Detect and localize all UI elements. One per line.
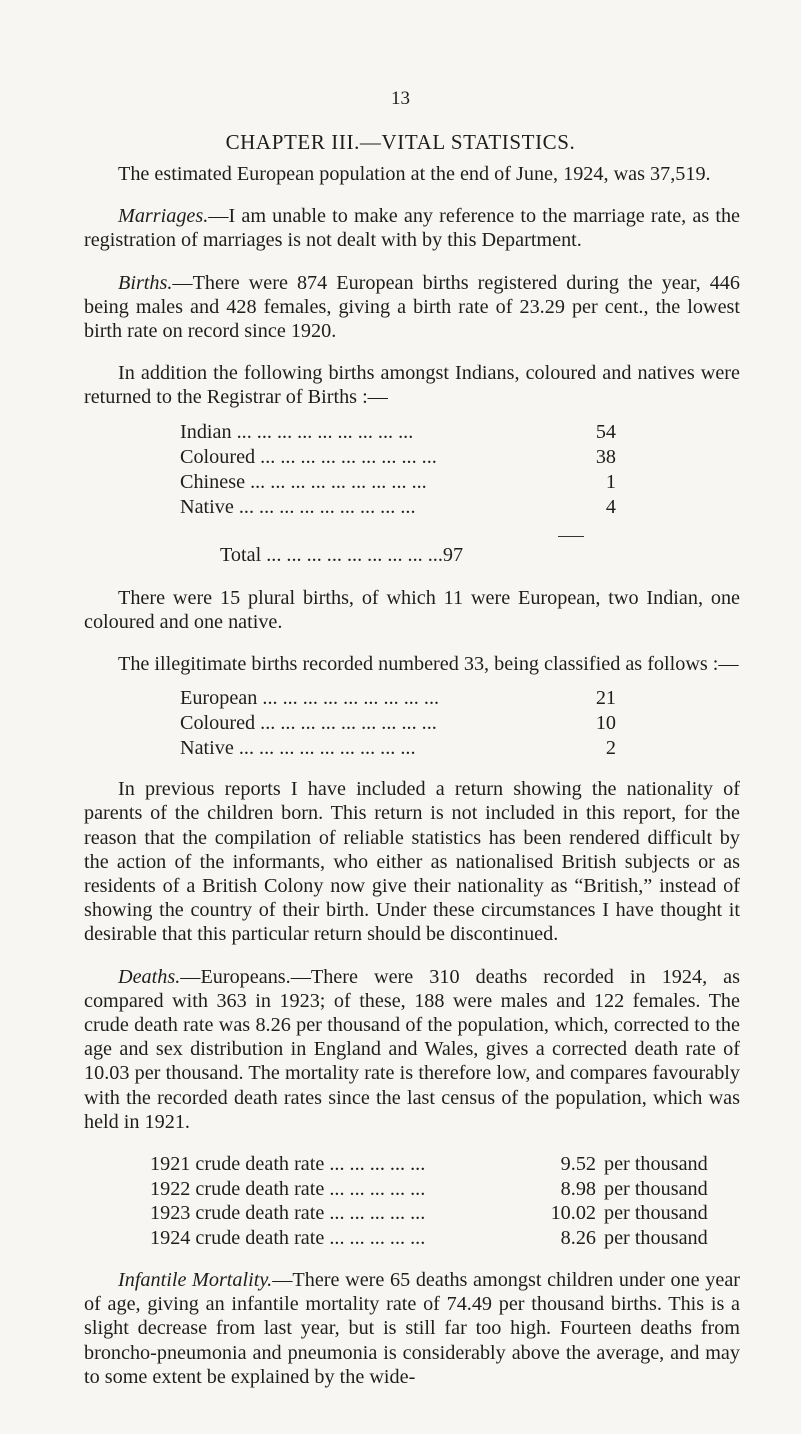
table-row <box>220 543 463 568</box>
row-label: European ... ... ... ... ... ... ... ... ... <box>180 687 440 710</box>
document-body <box>84 162 740 1407</box>
births-heading: Births. <box>118 271 173 294</box>
other-births-total <box>220 543 463 568</box>
total-rule <box>558 536 584 537</box>
rate-value: 8.26 <box>560 1226 596 1249</box>
paragraph-births <box>84 271 740 344</box>
death-rates-table <box>150 1152 724 1250</box>
table-row <box>150 1152 724 1177</box>
row-value: 54 <box>595 420 616 443</box>
row-value: 1 <box>605 470 616 493</box>
paragraph-nationality: In previous reports I have included a return showing the nationality of parents of the children born. This return is not included in this report, for the reason that the compilation of reliable statistics has been rendered difficult by the action of the informants, who either as nationalised British subjects or as residents of a British Colony now give their nationality as “British,” instead of showing the country of their birth. Under these circumstances I have thought it desirable that this particular return should be discontinued. <box>84 778 740 946</box>
row-value: 38 <box>595 445 616 468</box>
row-value: 4 <box>605 495 616 518</box>
deaths-heading: Deaths. <box>118 965 181 988</box>
table-row <box>150 1177 724 1202</box>
row-value: 2 <box>605 737 616 760</box>
rate-unit: per thousand <box>604 1153 708 1176</box>
paragraph-deaths <box>84 965 740 1134</box>
table-row <box>180 445 616 470</box>
table-row <box>150 1226 724 1251</box>
paragraph-other-births: In addition the following births amongst Indians, coloured and natives were returned to the Registrar of Births :— <box>84 362 740 409</box>
table-row <box>180 711 616 736</box>
marriages-text: —I am unable to make any reference to the marriage rate, as the registration of marriages is not dealt with by this Department. <box>84 205 740 252</box>
row-label: Coloured ... ... ... ... ... ... ... ... ... <box>180 712 437 735</box>
deaths-text: —Europeans.—There were 310 deaths recorded in 1924, as compared with 363 in 1923; of these, 188 were males and 122 females. The crude death rate was 8.26 per thousand of the population, which, corrected to the age and sex distribution in England and Wales, gives a corrected death rate of 10.03 per thousand. The mortality rate is therefore low, and compares favourably with the recorded death rates since the last census of the population, which was held in 1921. <box>84 965 740 1133</box>
births-text: —There were 874 European births registered during the year, 446 being males and 428 females, giving a birth rate of 23.29 per cent., the lowest birth rate on record since 1920. <box>84 271 740 343</box>
row-value: 21 <box>595 687 616 710</box>
rate-label: 1923 crude death rate ... ... ... ... ... <box>150 1202 426 1225</box>
rate-label: 1921 crude death rate ... ... ... ... ... <box>150 1153 426 1176</box>
row-value: 10 <box>595 712 616 735</box>
rate-unit: per thousand <box>604 1226 708 1249</box>
rate-value: 8.98 <box>560 1177 596 1200</box>
table-row <box>180 420 616 445</box>
page-number: 13 <box>391 88 410 109</box>
table-row <box>150 1201 724 1226</box>
row-label: Chinese ... ... ... ... ... ... ... ... ... <box>180 470 427 493</box>
infantile-heading: Infantile Mortality. <box>118 1269 273 1292</box>
rate-label: 1924 crude death rate ... ... ... ... ... <box>150 1226 426 1249</box>
other-births-table <box>180 420 616 520</box>
table-row <box>180 736 616 761</box>
chapter-title: CHAPTER III.—VITAL STATISTICS. <box>225 130 576 154</box>
paragraph-marriages <box>84 204 740 252</box>
paragraph-illegitimate: The illegitimate births recorded numbered 33, being classified as follows :— <box>118 653 739 676</box>
paragraph-plural-births: There were 15 plural births, of which 11 were European, two Indian, one coloured and one native. <box>84 586 740 633</box>
table-row <box>180 495 616 520</box>
row-label: Indian ... ... ... ... ... ... ... ... ... <box>180 420 414 443</box>
row-label: Native ... ... ... ... ... ... ... ... ... <box>180 737 416 760</box>
paragraph-population: The estimated European population at the end of June, 1924, was 37,519. <box>118 163 711 185</box>
row-label: Coloured ... ... ... ... ... ... ... ... ... <box>180 445 437 468</box>
row-label: Native ... ... ... ... ... ... ... ... ... <box>180 495 416 518</box>
infantile-text: —There were 65 deaths amongst children under one year of age, giving an infantile mortality rate of 74.49 per thousand births. This is a slight decrease from last year, but is still far too high. Fourteen deaths from broncho-pneumonia and pneumonia is considerably above the average, and may to some extent be explained by the wide- <box>84 1269 740 1388</box>
rate-unit: per thousand <box>604 1202 708 1225</box>
rate-unit: per thousand <box>604 1177 708 1200</box>
rate-value: 9.52 <box>560 1153 596 1176</box>
table-row <box>180 470 616 495</box>
illegitimate-births-table <box>180 686 616 761</box>
total-label: Total ... ... ... ... ... ... ... ... ...97 <box>220 544 464 567</box>
rate-label: 1922 crude death rate ... ... ... ... ... <box>150 1177 426 1200</box>
table-row <box>180 686 616 711</box>
marriages-heading: Marriages. <box>118 205 209 228</box>
paragraph-infantile <box>84 1268 740 1389</box>
rate-value: 10.02 <box>550 1202 596 1225</box>
